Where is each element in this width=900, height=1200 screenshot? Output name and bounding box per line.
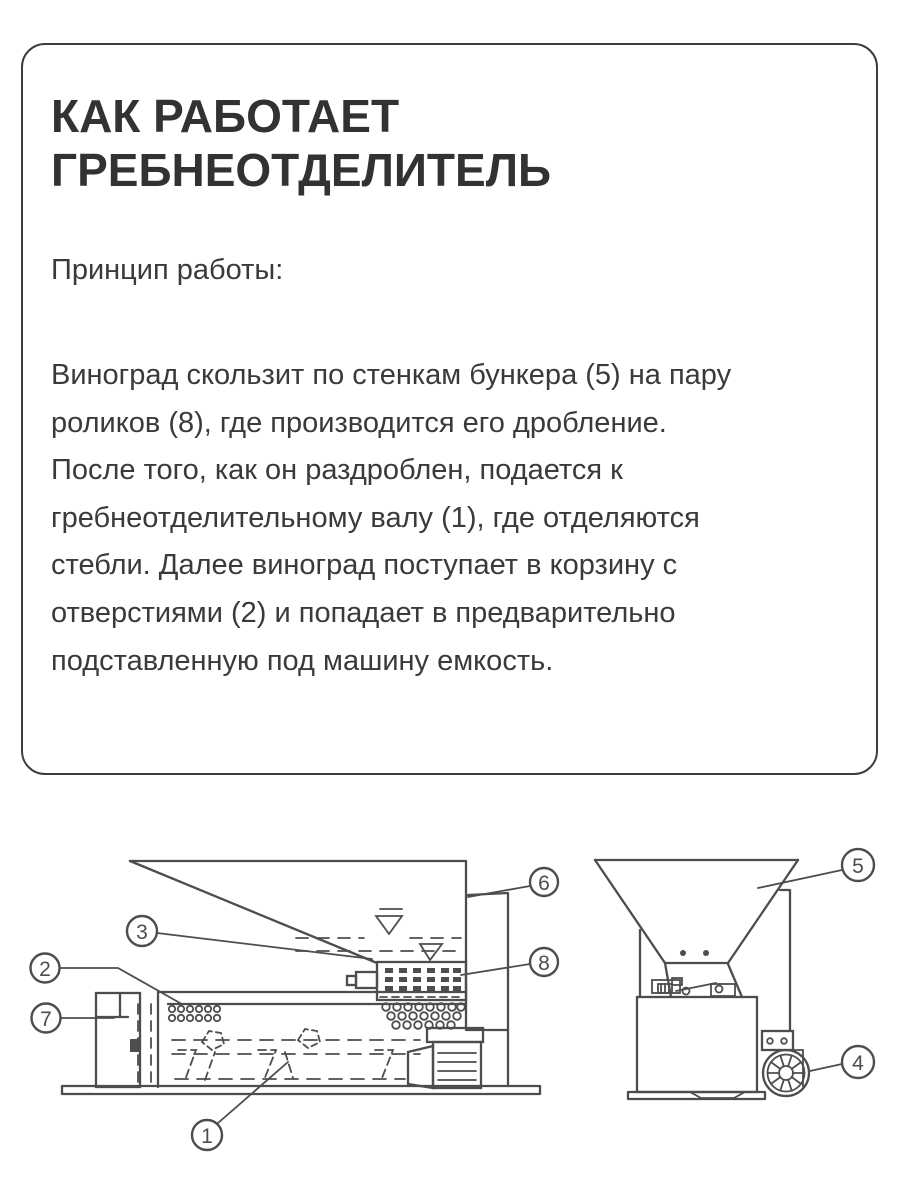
basket-perforations-right <box>382 1003 465 1029</box>
roller-drive-shaft <box>347 976 356 985</box>
technical-drawing <box>0 810 900 1200</box>
page-title <box>51 89 848 197</box>
hopper-right-wall <box>728 860 798 963</box>
callout-label-3: 3 <box>136 921 148 944</box>
roller-hatching <box>389 968 457 994</box>
destemmer-front-view-figure <box>595 860 809 1099</box>
right-panel <box>780 890 790 1031</box>
description-line: гребнеотделительному валу (1), где отделяются <box>51 501 700 534</box>
section-subtitle: Принцип работы: <box>51 254 284 286</box>
hopper-bolt <box>703 950 709 956</box>
page-title-line-1: КАК РАБОТАЕТ <box>51 90 400 142</box>
info-card <box>21 43 878 775</box>
description-line: стебли. Далее виноград поступает в корзину с <box>51 549 678 582</box>
description-paragraph <box>51 352 848 685</box>
basket-perforations-left <box>169 1006 220 1021</box>
callout-label-6: 6 <box>538 872 550 895</box>
level-symbol <box>376 909 402 934</box>
side-panel <box>468 893 508 1086</box>
side-view-motor <box>408 1028 483 1088</box>
discharge-box-divider <box>96 993 128 1017</box>
callout-label-8: 8 <box>538 952 550 975</box>
pulley-wheel <box>763 1050 809 1096</box>
cabinet-box <box>637 997 757 1092</box>
hopper-left-wall <box>595 860 665 963</box>
callout-label-4: 4 <box>852 1052 864 1075</box>
description-line: подставленную под машину емкость. <box>51 644 554 677</box>
callout-label-1: 1 <box>201 1125 213 1148</box>
callout-label-2: 2 <box>39 958 51 981</box>
hopper-bolt <box>680 950 686 956</box>
level-symbol <box>420 944 442 960</box>
page-title-line-2: ГРЕБНЕОТДЕЛИТЕЛЬ <box>51 144 552 196</box>
chute-block <box>130 1039 141 1052</box>
callout-label-7: 7 <box>40 1008 52 1031</box>
description-line: Виноград скользит по стенкам бункера (5) на пару <box>51 359 732 391</box>
description-line: отверстиями (2) и попадает в предварительно <box>51 596 676 629</box>
hopper-inclined-wall <box>130 861 377 963</box>
bearing-mechanism <box>652 978 735 996</box>
description-line: После того, как он раздроблен, подается к <box>51 454 623 487</box>
description-line: роликов (8), где производится его дробление. <box>51 406 667 439</box>
roller-drive-hub <box>356 972 377 988</box>
callout-label-5: 5 <box>852 855 864 878</box>
destemming-shaft-dashes <box>172 1029 420 1080</box>
